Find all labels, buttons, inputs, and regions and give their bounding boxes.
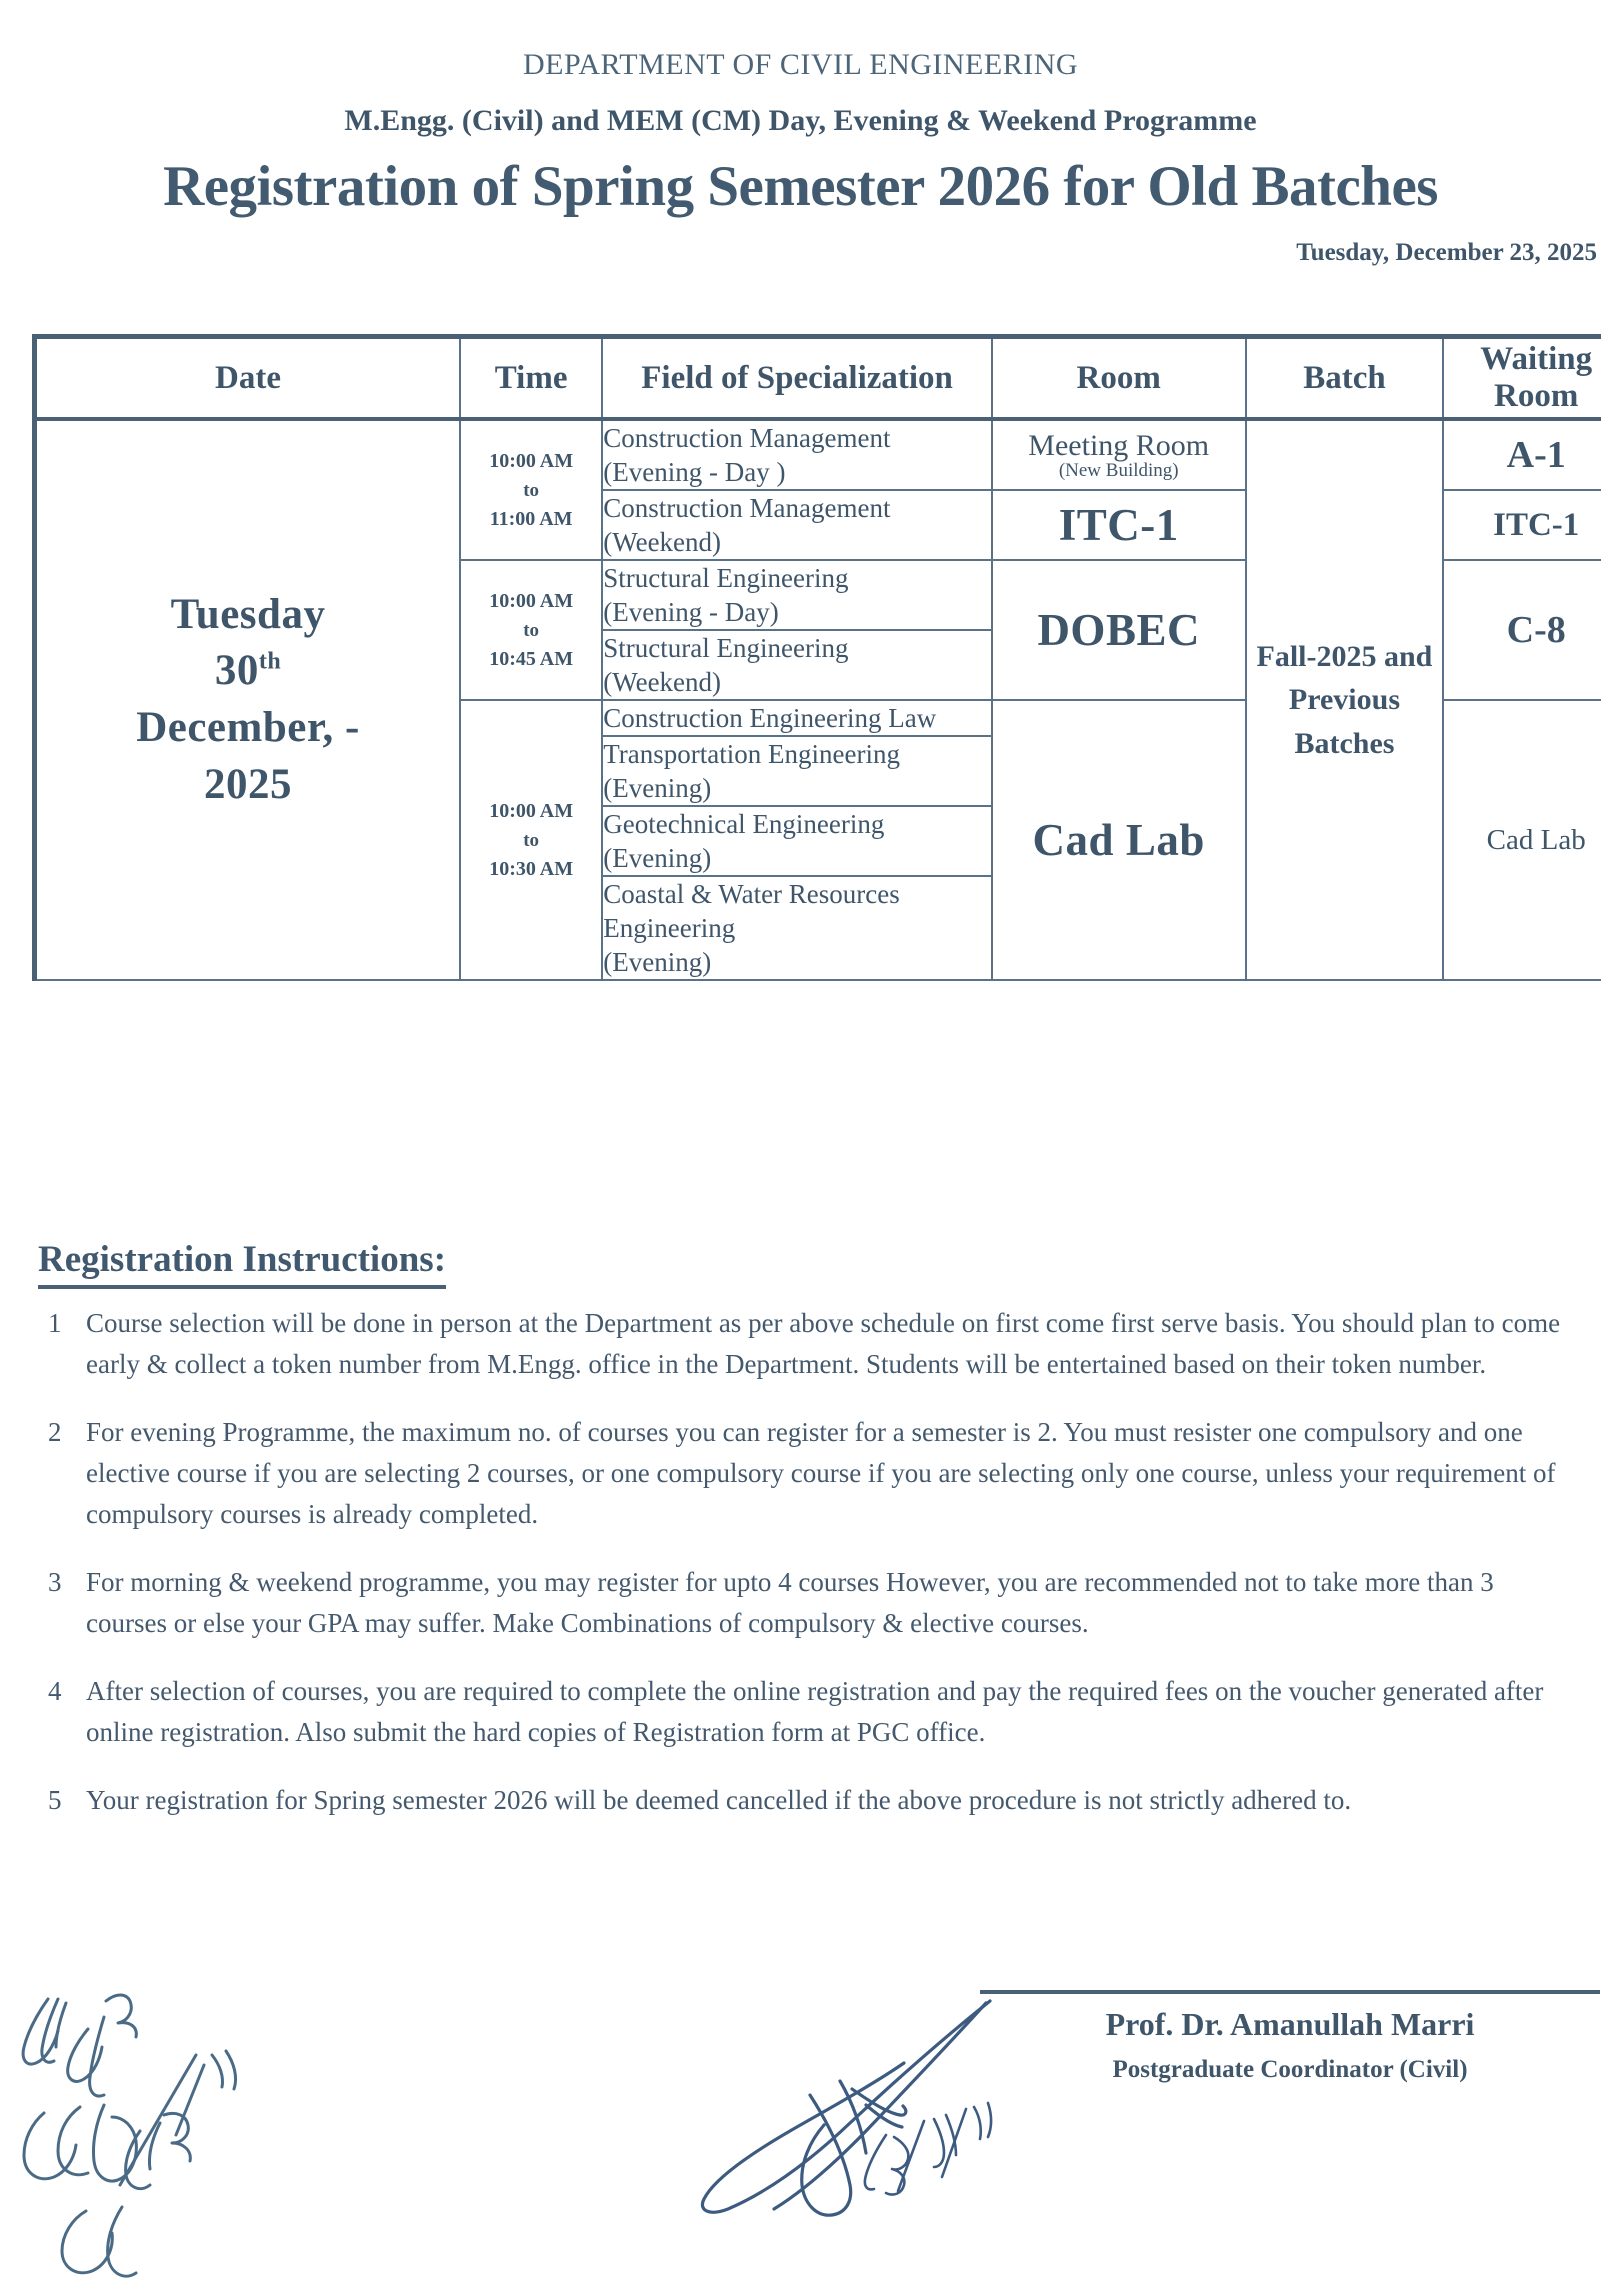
- list-item-number: 5: [48, 1785, 62, 1816]
- field-mode: (Evening): [603, 773, 712, 804]
- column-header-room: Room: [992, 337, 1246, 420]
- schedule-table-wrapper: [32, 334, 1601, 981]
- cell-field: [602, 630, 992, 700]
- field-mode: (Weekend): [603, 527, 722, 558]
- time-separator: to: [523, 479, 540, 501]
- list-item-number: 2: [48, 1417, 62, 1448]
- column-header-date: Date: [35, 337, 461, 420]
- date-day: 30: [214, 647, 259, 695]
- waiting-label-line2: Room: [1494, 378, 1579, 414]
- field-name: Construction Engineering Law: [603, 703, 937, 734]
- list-item: [36, 1412, 1581, 1535]
- list-item-text: Course selection will be done in person at the Department as per above schedule on first come first serve basis. You should plan to come early & collect a token number from M.Engg. office in the Department. Students will be entertained based on their token number.: [86, 1308, 1561, 1380]
- field-name: Structural Engineering: [603, 633, 849, 664]
- list-item: [36, 1303, 1581, 1385]
- list-item-number: 4: [48, 1676, 62, 1707]
- issue-date: Tuesday, December 23, 2025: [1296, 239, 1597, 266]
- field-name: Transportation Engineering: [603, 739, 900, 770]
- cell-waiting-room: [1443, 419, 1601, 490]
- handwritten-signature: [690, 1985, 1010, 2240]
- list-item-text: For evening Programme, the maximum no. of courses you can register for a semester is 2. You must resister one compulsory and one elective course if you are selecting 2 courses, or one compulsory course if you are selecting only one course, unless your requirement of compulsory courses is already completed.: [86, 1417, 1556, 1530]
- cell-time-group-3: [460, 700, 602, 980]
- cell-waiting-room: [1443, 560, 1601, 700]
- field-name: Coastal & Water Resources Engineering: [603, 879, 900, 944]
- cell-room: [992, 560, 1246, 700]
- table-header-row: [35, 337, 1601, 420]
- time-separator: to: [523, 619, 540, 641]
- cell-field: [602, 419, 992, 490]
- field-mode: (Evening - Day ): [603, 457, 786, 488]
- cell-date: [35, 419, 461, 980]
- batch-value: Fall-2025 and Previous Batches: [1256, 639, 1433, 760]
- column-header-batch: Batch: [1246, 337, 1444, 420]
- programme-heading: M.Engg. (Civil) and MEM (CM) Day, Evening & Weekend Programme: [344, 104, 1257, 137]
- schedule-table: [32, 334, 1601, 981]
- cell-field: [602, 560, 992, 630]
- table-row: [35, 419, 1601, 490]
- instructions-list: [36, 1303, 1581, 1848]
- time-end: 10:45 AM: [489, 647, 574, 670]
- field-mode: (Evening - Day): [603, 597, 779, 628]
- time-start: 10:00 AM: [489, 589, 574, 612]
- time-separator: to: [523, 829, 540, 851]
- cell-waiting-room: [1443, 490, 1601, 560]
- list-item: [36, 1562, 1581, 1644]
- room-name: Meeting Room: [1028, 428, 1210, 462]
- date-year: 2025: [204, 760, 292, 808]
- cell-time-group-1: [460, 419, 602, 560]
- waiting-room-value: C-8: [1506, 609, 1566, 652]
- room-sub: (New Building): [1058, 459, 1179, 481]
- list-item: [36, 1671, 1581, 1753]
- room-name: ITC-1: [1058, 500, 1179, 551]
- field-mode: (Weekend): [603, 667, 722, 698]
- cell-field: [602, 490, 992, 560]
- date-ordinal: th: [258, 649, 282, 676]
- list-item: [36, 1780, 1581, 1821]
- list-item-number: 3: [48, 1567, 62, 1598]
- field-name: Geotechnical Engineering: [603, 809, 885, 840]
- cell-room: [992, 419, 1246, 490]
- time-start: 10:00 AM: [489, 449, 574, 472]
- department-heading: DEPARTMENT OF CIVIL ENGINEERING: [522, 48, 1079, 81]
- cell-room: [992, 700, 1246, 980]
- cell-batch: [1246, 419, 1444, 980]
- list-item-text: For morning & weekend programme, you may register for upto 4 courses However, you are recommended not to take more than 3 courses or else your GPA may suffer. Make Combinations of compulsory & elective courses.: [86, 1567, 1494, 1639]
- signatory-role: Postgraduate Coordinator (Civil): [1112, 2056, 1468, 2083]
- room-name: DOBEC: [1037, 605, 1200, 656]
- date-weekday: Tuesday: [170, 590, 326, 638]
- column-header-waiting-room: [1443, 337, 1601, 420]
- cell-room: [992, 490, 1246, 560]
- column-header-field: Field of Specialization: [602, 337, 992, 420]
- instructions-heading: Registration Instructions:: [38, 1238, 446, 1289]
- page-title: Registration of Spring Semester 2026 for Old Batches: [163, 155, 1438, 218]
- cell-field: [602, 806, 992, 876]
- cell-waiting-room: [1443, 700, 1601, 980]
- waiting-label-line1: Waiting: [1480, 341, 1593, 378]
- cell-field: [602, 876, 992, 980]
- time-end: 11:00 AM: [489, 507, 573, 530]
- waiting-room-value: ITC-1: [1493, 506, 1580, 543]
- room-name: Cad Lab: [1032, 815, 1205, 866]
- field-name: Construction Management: [603, 493, 891, 524]
- field-name: Construction Management: [603, 423, 891, 453]
- date-month: December, -: [136, 704, 360, 752]
- column-header-time: Time: [460, 337, 602, 420]
- cell-field: [602, 736, 992, 806]
- list-item-number: 1: [48, 1308, 62, 1338]
- signature-line: [980, 1990, 1600, 1994]
- signatory-name: Prof. Dr. Amanullah Marri: [1105, 2006, 1475, 2042]
- waiting-room-value: A-1: [1506, 434, 1566, 477]
- list-item-text: Your registration for Spring semester 2026 will be deemed cancelled if the above procedure is not strictly adhered to.: [86, 1785, 1352, 1816]
- handwritten-margin-note: [0, 1955, 260, 2290]
- list-item-text: After selection of courses, you are required to complete the online registration and pay the required fees on the voucher generated after online registration. Also submit the hard copies of Registration form at PGC office.: [86, 1676, 1544, 1748]
- field-name: Structural Engineering: [603, 563, 849, 594]
- field-mode: (Evening): [603, 843, 712, 874]
- cell-field: [602, 700, 992, 736]
- time-end: 10:30 AM: [489, 857, 574, 880]
- time-start: 10:00 AM: [489, 799, 574, 822]
- waiting-room-value: Cad Lab: [1486, 823, 1586, 856]
- cell-time-group-2: [460, 560, 602, 700]
- field-mode: (Evening): [603, 947, 712, 978]
